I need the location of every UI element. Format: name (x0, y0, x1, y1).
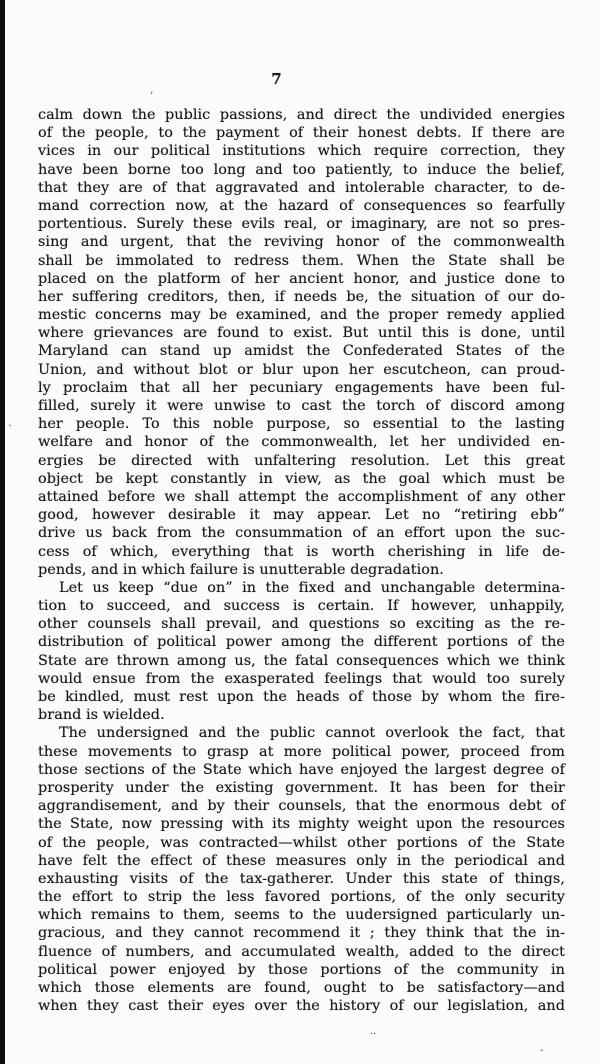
text-line: welfare and honor of the commonwealth, let her undivided en- (38, 434, 565, 451)
text-line: the State, now pressing with its mighty weight upon the resources (38, 816, 565, 833)
scan-edge-artifact (0, 0, 5, 1064)
text-line: placed on the platform of her ancient honor, and justice done to (38, 270, 565, 287)
text-line: would ensue from the exasperated feelings that would too surely (38, 670, 565, 687)
text-line: political power enjoyed by those portions of the community in (38, 961, 565, 978)
text-line: other counsels shall prevail, and questions so exciting as the re- (38, 616, 565, 633)
scan-speck: ·· (370, 1029, 377, 1040)
text-line: of the people, was contracted—whilst other portions of the State (38, 834, 565, 851)
paragraph (38, 579, 565, 725)
text-line: attained before we shall attempt the accomplishment of any other (38, 488, 565, 505)
text-line: those sections of the State which have enjoyed the largest degree of (38, 761, 565, 778)
scan-speck: ’ (150, 91, 154, 102)
text-line: the effort to strip the less favored portions, of the only security (38, 889, 565, 906)
scan-speck: ` (8, 425, 13, 436)
text-line: ergies be directed with unfaltering resolution. Let this great (38, 452, 565, 469)
text-line: mestic concerns may be examined, and the proper remedy applied (38, 307, 565, 324)
text-line: The undersigned and the public cannot overlook the fact, that (59, 725, 565, 742)
page-text (38, 106, 565, 1015)
text-line: sing and urgent, that the reviving honor of the commonwealth (38, 234, 565, 251)
paragraph (38, 106, 565, 579)
text-line: drive us back from the consummation of an effort upon the suc- (38, 525, 565, 542)
text-line: have been borne too long and too patiently, to induce the belief, (38, 161, 565, 178)
text-line: exhausting visits of the tax-gatherer. Under this state of things, (38, 870, 565, 887)
text-line: of the people, to the payment of their honest debts. If there are (38, 125, 565, 142)
text-line: Maryland can stand up amidst the Confederated States of the (38, 343, 565, 360)
text-line: tion to succeed, and success is certain. If however, unhappily, (38, 598, 565, 615)
text-line: shall be immolated to redress them. When the State shall be (38, 252, 565, 269)
text-line: where grievances are found to exist. But until this is done, until (38, 325, 565, 342)
text-line: her people. To this noble purpose, so essential to the lasting (38, 416, 565, 433)
text-line: filled, surely it were unwise to cast the torch of discord among (38, 398, 565, 414)
text-line: Union, and without blot or blur upon her escutcheon, can proud- (38, 361, 565, 378)
text-line: State are thrown among us, the fatal consequences which we think (38, 652, 565, 669)
text-line: brand is wielded. (38, 707, 165, 724)
text-line: be kindled, must rest upon the heads of those by whom the fire- (38, 689, 565, 705)
text-line: pends, and in which failure is unutterable degradation. (38, 561, 444, 578)
text-line: calm down the public passions, and direct the undivided energies (38, 107, 565, 123)
text-line: object be kept constantly in view, as the goal which must be (38, 470, 565, 487)
text-line: good, however desirable it may appear. Let no “retiring ebb” (38, 507, 565, 524)
text-line: ly proclaim that all her pecuniary engagements have been ful- (38, 379, 565, 396)
text-line: cess of which, everything that is worth cherishing in life de- (38, 543, 565, 560)
text-line: which remains to them, seems to the uudersigned particularly un- (38, 907, 565, 924)
page-number: 7 (271, 70, 282, 88)
paragraph (38, 724, 565, 1015)
text-line: her suffering creditors, then, if needs be, the situation of our do- (38, 288, 565, 305)
text-line: have felt the effect of these measures only in the periodical and (38, 852, 565, 869)
text-line: when they cast their eyes over the history of our legislation, and (38, 998, 565, 1015)
text-line: fluence of numbers, and accumulated wealth, added to the direct (38, 943, 565, 960)
text-line: aggrandisement, and by their counsels, that the enormous debt of (38, 798, 565, 815)
text-line: mand correction now, at the hazard of consequences so fearfully (38, 197, 565, 214)
text-line: which those elements are found, ought to be satisfactory—and (38, 980, 565, 996)
text-line: portentious. Surely these evils real, or imaginary, are not so pres- (38, 216, 565, 233)
text-line: Let us keep “due on” in the fixed and unchangable determina- (59, 579, 565, 596)
text-line: distribution of political power among the different portions of the (38, 634, 565, 651)
text-line: prosperity under the existing government. It has been for their (38, 779, 565, 796)
scan-speck: ‐ (540, 1045, 544, 1056)
text-line: gracious, and they cannot recommend it ; they think that the in- (38, 925, 565, 942)
text-line: these movements to grasp at more political power, proceed from (38, 743, 565, 760)
text-line: that they are of that aggravated and intolerable character, to de- (38, 179, 565, 196)
text-line: vices in our political institutions which require correction, they (38, 143, 565, 160)
